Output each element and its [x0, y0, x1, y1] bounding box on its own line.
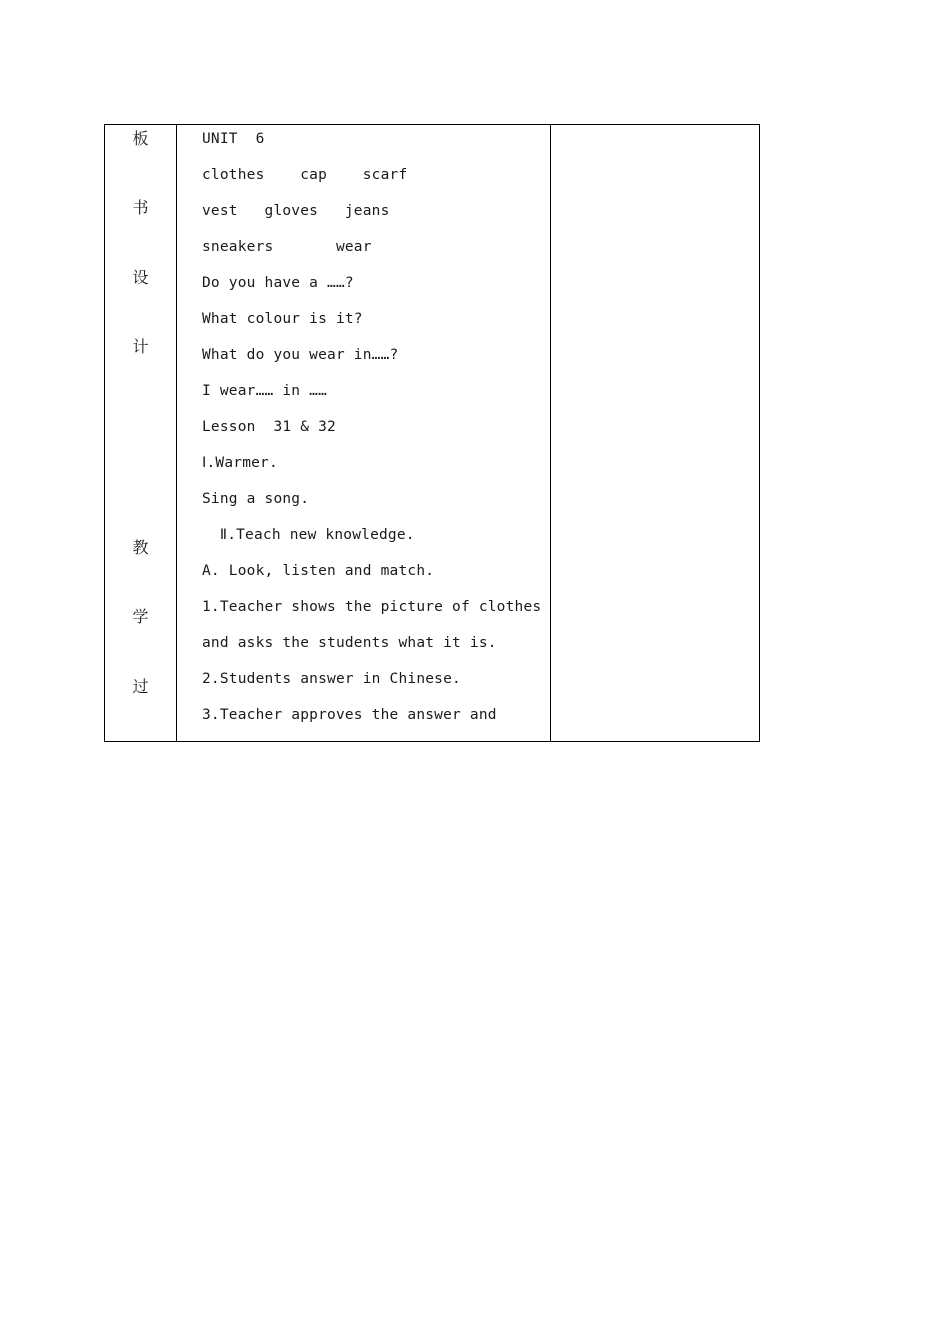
vocabulary-line: sneakers wear: [202, 239, 372, 255]
vocabulary-line: clothes cap scarf: [202, 167, 408, 183]
label-char: 设: [132, 268, 149, 287]
step-text: 2.Students answer in Chinese.: [202, 671, 461, 687]
step-heading: Ⅰ.Warmer.: [202, 455, 278, 471]
sentence-pattern: What do you wear in……?: [202, 347, 399, 363]
label-char: 过: [132, 677, 149, 696]
sentence-pattern: What colour is it?: [202, 311, 363, 327]
label-char: 教: [132, 538, 149, 557]
lesson-heading: Lesson 31 & 32: [202, 419, 336, 435]
unit-title: UNIT 6: [202, 131, 265, 147]
lesson-plan-table: [104, 124, 760, 742]
step-heading: Ⅱ.Teach new knowledge.: [202, 527, 415, 543]
sentence-pattern: Do you have a ……?: [202, 275, 354, 291]
step-text: Sing a song.: [202, 491, 310, 507]
section-label-column: [105, 125, 176, 741]
label-char: 学: [132, 607, 149, 626]
column-divider: [176, 125, 177, 741]
step-text: 3.Teacher approves the answer and: [202, 707, 497, 723]
sentence-pattern: I wear…… in ……: [202, 383, 328, 399]
step-text: A. Look, listen and match.: [202, 563, 435, 579]
step-text: 1.Teacher shows the picture of clothes: [202, 599, 542, 615]
vocabulary-line: vest gloves jeans: [202, 203, 390, 219]
label-char: 书: [132, 198, 149, 217]
label-char: 计: [132, 337, 149, 356]
step-text: and asks the students what it is.: [202, 635, 497, 651]
notes-column: [551, 125, 759, 741]
label-char: 板: [132, 129, 149, 148]
